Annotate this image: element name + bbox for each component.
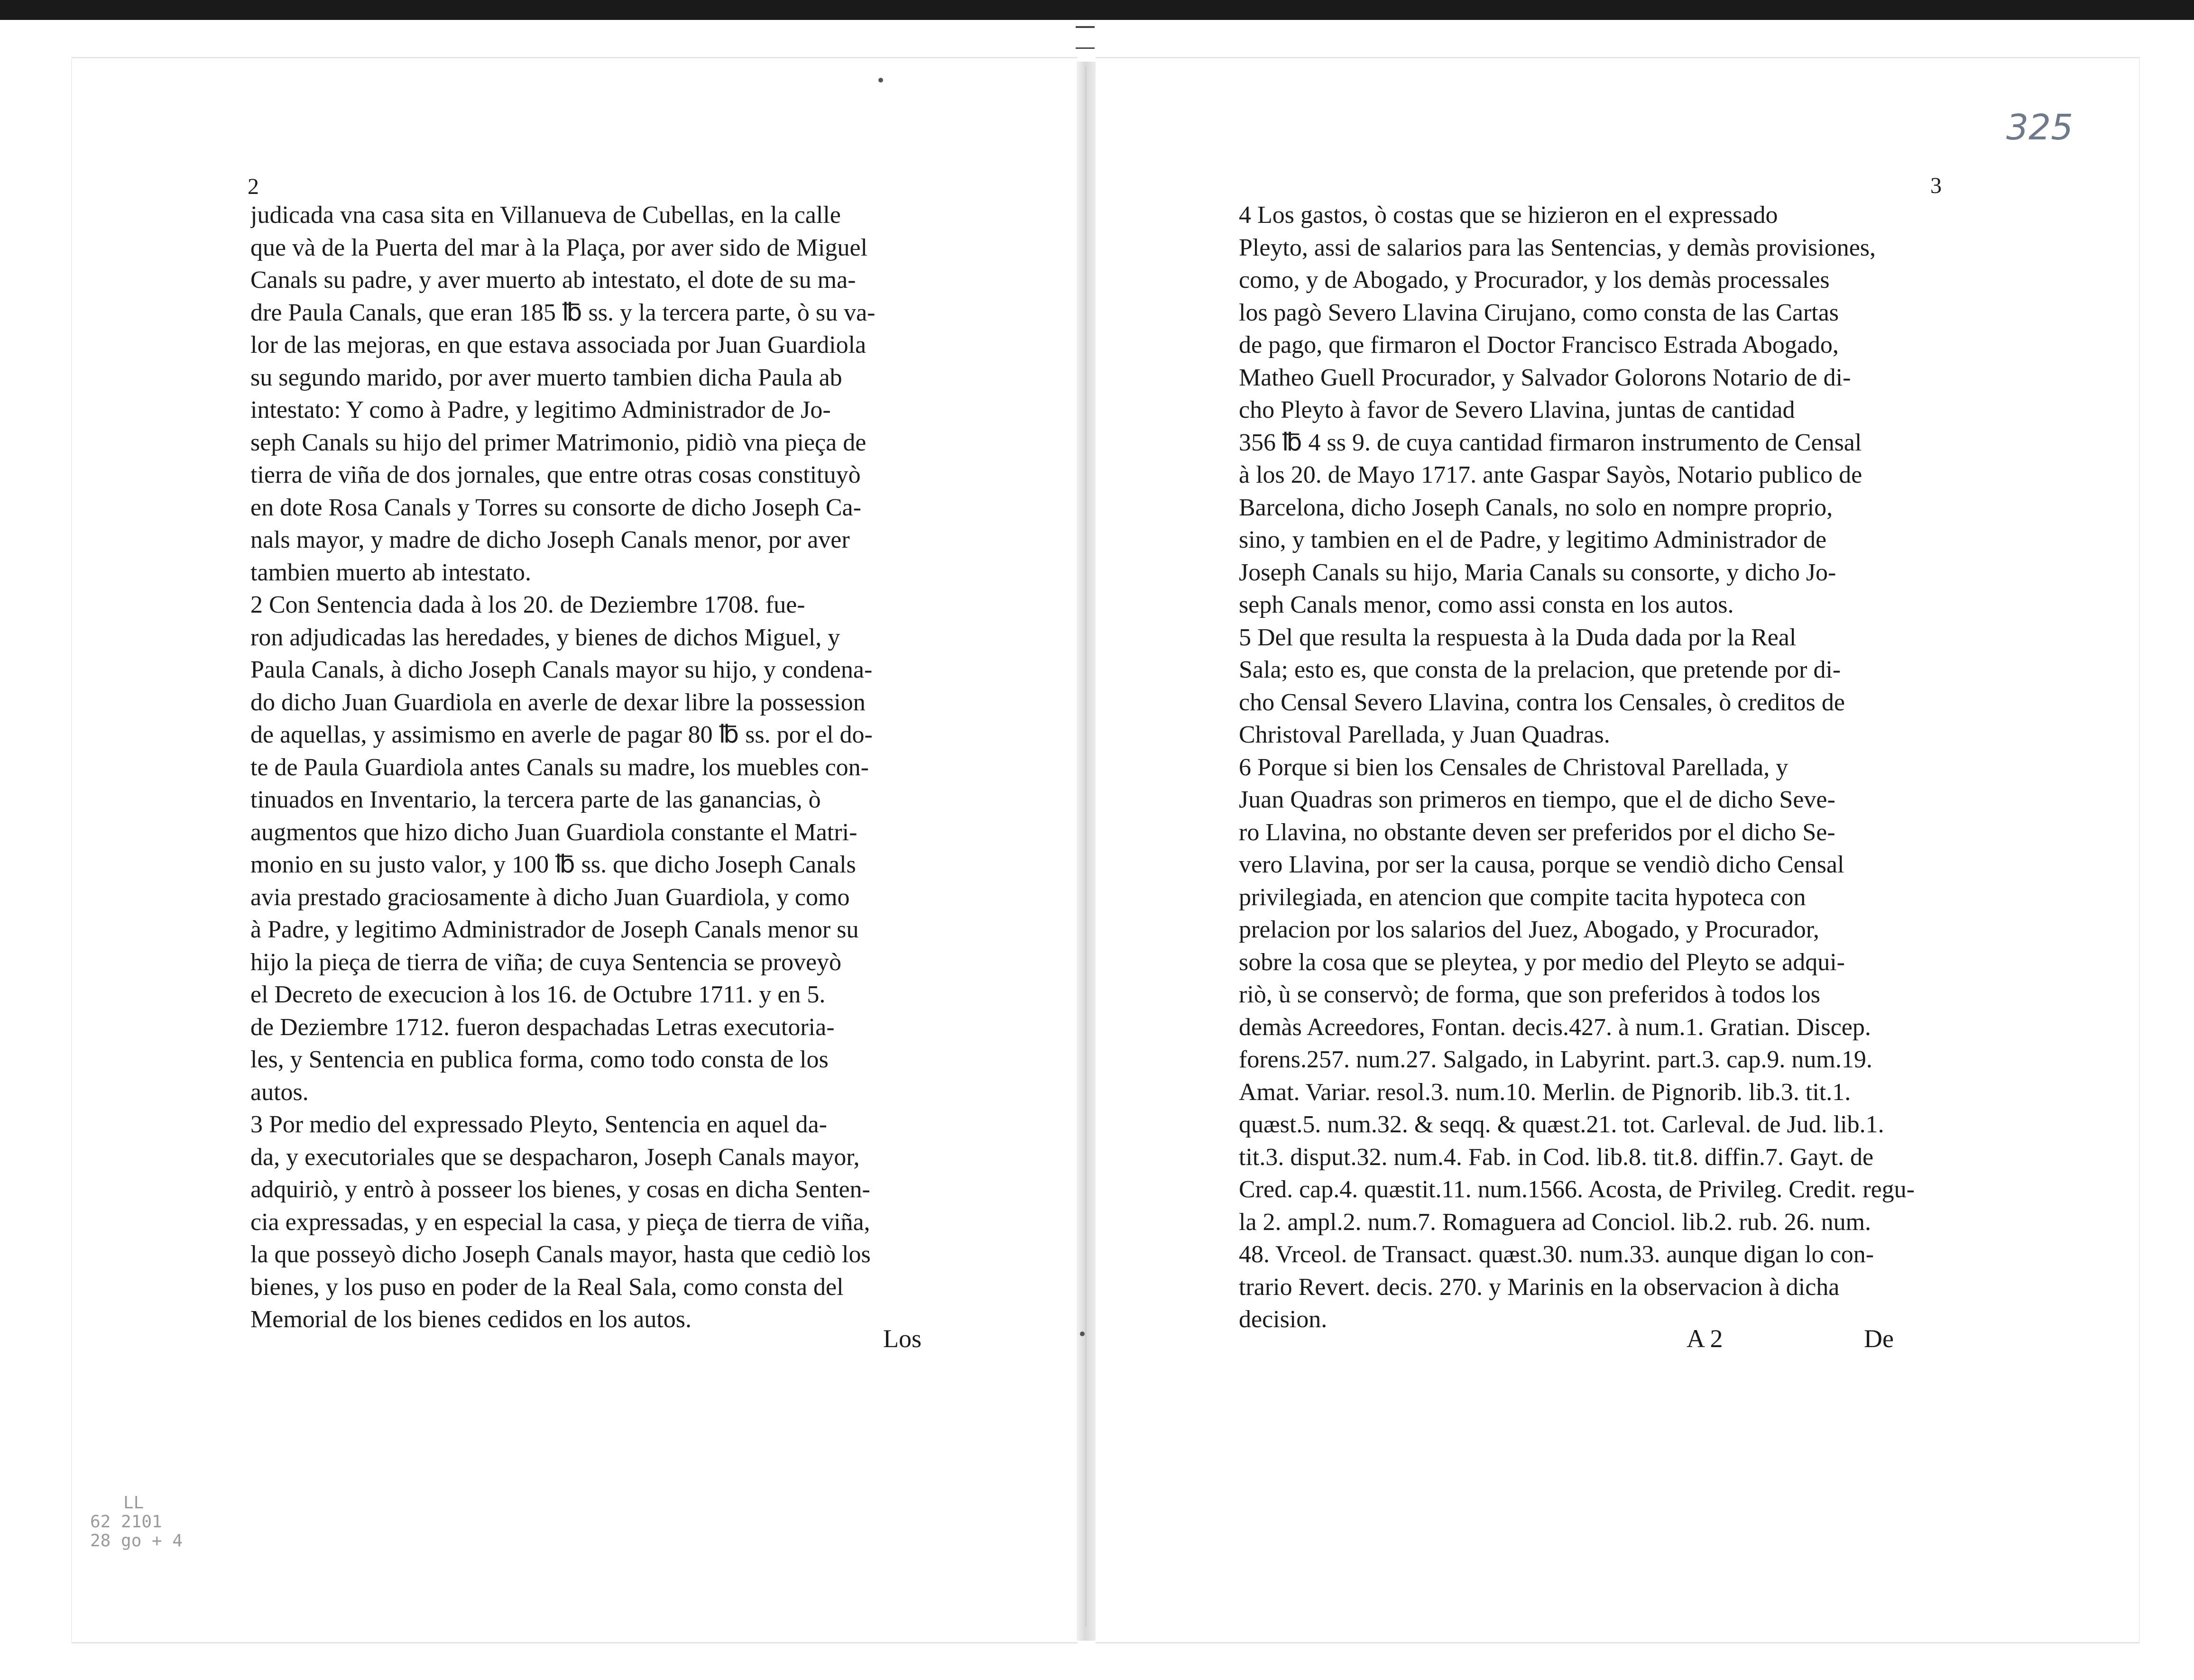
pencil-note: 28 go + 4 [90, 1531, 183, 1551]
text-line: cho Pleyto à favor de Severo Llavina, juntas de cantidad [1239, 396, 1795, 423]
text-line: ro Llavina, no obstante deven ser preferidos por el dicho Se- [1239, 818, 1835, 846]
left-page-text [250, 199, 950, 1336]
text-line: prelacion por los salarios del Juez, Abogado, y Procurador, [1239, 916, 1819, 943]
text-line: cho Censal Severo Llavina, contra los Censales, ò creditos de [1239, 689, 1845, 716]
text-line: à los 20. de Mayo 1717. ante Gaspar Sayòs, Notario publico de [1239, 461, 1862, 488]
text-line: de aquellas, y assimismo en averle de pagar 80 ℔ ss. por el do- [250, 721, 873, 748]
text-line: hijo la pieça de tierra de viña; de cuya Sentencia se proveyò [250, 948, 842, 976]
text-line: que và de la Puerta del mar à la Plaça, por aver sido de Miguel [250, 234, 867, 261]
pencil-notes [90, 1494, 183, 1551]
folio-number: 325 [2006, 107, 2074, 148]
ink-spot [878, 78, 883, 83]
binding-mark [1076, 47, 1095, 49]
text-line: 2 Con Sentencia dada à los 20. de Deziembre 1708. fue- [250, 591, 805, 618]
text-line: forens.257. num.27. Salgado, in Labyrint. part.3. cap.9. num.19. [1239, 1046, 1872, 1073]
text-line: ron adjudicadas las heredades, y bienes de dichos Miguel, y [250, 624, 840, 651]
signature-mark: A 2 [1687, 1324, 1723, 1353]
text-line: Memorial de los bienes cedidos en los autos. [250, 1306, 692, 1333]
text-line: en dote Rosa Canals y Torres su consorte de dicho Joseph Ca- [250, 494, 861, 521]
text-line: Canals su padre, y aver muerto ab intestato, el dote de su ma- [250, 266, 856, 294]
text-line: cia expressadas, y en especial la casa, y pieça de tierra de viña, [250, 1208, 870, 1236]
text-line: Barcelona, dicho Joseph Canals, no solo en nompre proprio, [1239, 494, 1833, 521]
text-line: de Deziembre 1712. fueron despachadas Letras executoria- [250, 1013, 835, 1041]
scanner-top-border [0, 0, 2194, 20]
text-line: quæst.5. num.32. & seqq. & quæst.21. tot. Carleval. de Jud. lib.1. [1239, 1111, 1884, 1138]
text-line: 356 ℔ 4 ss 9. de cuya cantidad firmaron instrumento de Censal [1239, 429, 1862, 456]
text-line: nals mayor, y madre de dicho Joseph Canals menor, por aver [250, 526, 850, 553]
text-line: Amat. Variar. resol.3. num.10. Merlin. de Pignorib. lib.3. tit.1. [1239, 1078, 1851, 1106]
left-catchword: Los [883, 1324, 922, 1353]
right-page-number: 3 [1930, 173, 1942, 198]
text-line: riò, ù se conservò; de forma, que son preferidos à todos los [1239, 981, 1821, 1008]
text-line: Sala; esto es, que consta de la prelacion, que pretende por di- [1239, 656, 1841, 683]
text-line: Cred. cap.4. quæstit.11. num.1566. Acosta, de Privileg. Credit. regu- [1239, 1176, 1915, 1203]
text-line: adquiriò, y entrò à posseer los bienes, y cosas en dicha Senten- [250, 1176, 870, 1203]
text-line: vero Llavina, por ser la causa, porque se vendiò dicho Censal [1239, 851, 1844, 878]
text-line: su segundo marido, por aver muerto tambien dicha Paula ab [250, 364, 842, 391]
text-line: el Decreto de execucion à los 16. de Octubre 1711. y en 5. [250, 981, 826, 1008]
text-line: autos. [250, 1078, 309, 1106]
text-line: como, y de Abogado, y Procurador, y los demàs processales [1239, 266, 1830, 294]
text-line: bienes, y los puso en poder de la Real Sala, como consta del [250, 1273, 844, 1301]
text-line: à Padre, y legitimo Administrador de Joseph Canals menor su [250, 916, 859, 943]
text-line: tinuados en Inventario, la tercera parte de las ganancias, ò [250, 786, 821, 813]
text-line: 4 Los gastos, ò costas que se hizieron en el expressado [1239, 202, 1778, 229]
text-line: decision. [1239, 1306, 1327, 1333]
text-line: da, y executoriales que se despacharon, Joseph Canals mayor, [250, 1143, 860, 1171]
text-line: tambien muerto ab intestato. [250, 559, 532, 586]
text-line: augmentos que hizo dicho Juan Guardiola constante el Matri- [250, 818, 857, 846]
text-line: 48. Vrceol. de Transact. quæst.30. num.33. aunque digan lo con- [1239, 1241, 1874, 1268]
text-line: lor de las mejoras, en que estava associada por Juan Guardiola [250, 331, 867, 358]
text-line: la 2. ampl.2. num.7. Romaguera ad Conciol. lib.2. rub. 26. num. [1239, 1208, 1871, 1236]
text-line: do dicho Juan Guardiola en averle de dexar libre la possession [250, 689, 866, 716]
text-line: 3 Por medio del expressado Pleyto, Sentencia en aquel da- [250, 1111, 827, 1138]
text-line: tierra de viña de dos jornales, que entre otras cosas constituyò [250, 461, 861, 488]
pencil-note: LL [123, 1493, 144, 1513]
left-page-number: 2 [248, 174, 259, 199]
text-line: demàs Acreedores, Fontan. decis.427. à num.1. Gratian. Discep. [1239, 1013, 1871, 1041]
text-line: intestato: Y como à Padre, y legitimo Administrador de Jo- [250, 396, 831, 423]
text-line: sino, y tambien en el de Padre, y legitimo Administrador de [1239, 526, 1827, 553]
binding-mark [1076, 26, 1095, 28]
text-line: 5 Del que resulta la respuesta à la Duda dada por la Real [1239, 624, 1797, 651]
text-line: dre Paula Canals, que eran 185 ℔ ss. y la tercera parte, ò su va- [250, 299, 876, 326]
text-line: los pagò Severo Llavina Cirujano, como consta de las Cartas [1239, 299, 1839, 326]
text-line: monio en su justo valor, y 100 ℔ ss. que dicho Joseph Canals [250, 851, 856, 878]
text-line: te de Paula Guardiola antes Canals su madre, los muebles con- [250, 753, 869, 781]
text-line: avia prestado graciosamente à dicho Juan Guardiola, y como [250, 883, 850, 911]
text-line: 6 Porque si bien los Censales de Christoval Parellada, y [1239, 753, 1788, 781]
gutter-fold [1085, 66, 1087, 1626]
text-line: les, y Sentencia en publica forma, como todo consta de los [250, 1046, 829, 1073]
text-line: Joseph Canals su hijo, Maria Canals su consorte, y dicho Jo- [1239, 559, 1836, 586]
text-line: seph Canals su hijo del primer Matrimonio, pidiò vna pieça de [250, 429, 867, 456]
text-line: judicada vna casa sita en Villanueva de Cubellas, en la calle [250, 202, 841, 229]
text-line: tit.3. disput.32. num.4. Fab. in Cod. lib.8. tit.8. diffin.7. Gayt. de [1239, 1143, 1874, 1171]
text-line: seph Canals menor, como assi consta en los autos. [1239, 591, 1734, 618]
right-catchword: De [1864, 1324, 1894, 1353]
text-line: de pago, que firmaron el Doctor Francisco Estrada Abogado, [1239, 331, 1839, 358]
text-line: Christoval Parellada, y Juan Quadras. [1239, 721, 1610, 748]
right-page-text [1239, 199, 1941, 1336]
pencil-note: 62 2101 [90, 1512, 162, 1532]
text-line: Matheo Guell Procurador, y Salvador Golorons Notario de di- [1239, 364, 1851, 391]
text-line: Pleyto, assi de salarios para las Sentencias, y demàs provisiones, [1239, 234, 1876, 261]
text-line: trario Revert. decis. 270. y Marinis en la observacion à dicha [1239, 1273, 1840, 1301]
text-line: privilegiada, en atencion que compite tacita hypoteca con [1239, 883, 1806, 911]
text-line: Paula Canals, à dicho Joseph Canals mayor su hijo, y condena- [250, 656, 873, 683]
text-line: sobre la cosa que se pleytea, y por medio del Pleyto se adqui- [1239, 948, 1845, 976]
text-line: la que posseyò dicho Joseph Canals mayor, hasta que cediò los [250, 1241, 871, 1268]
ink-spot [1080, 1331, 1085, 1336]
text-line: Juan Quadras son primeros en tiempo, que el de dicho Seve- [1239, 786, 1835, 813]
